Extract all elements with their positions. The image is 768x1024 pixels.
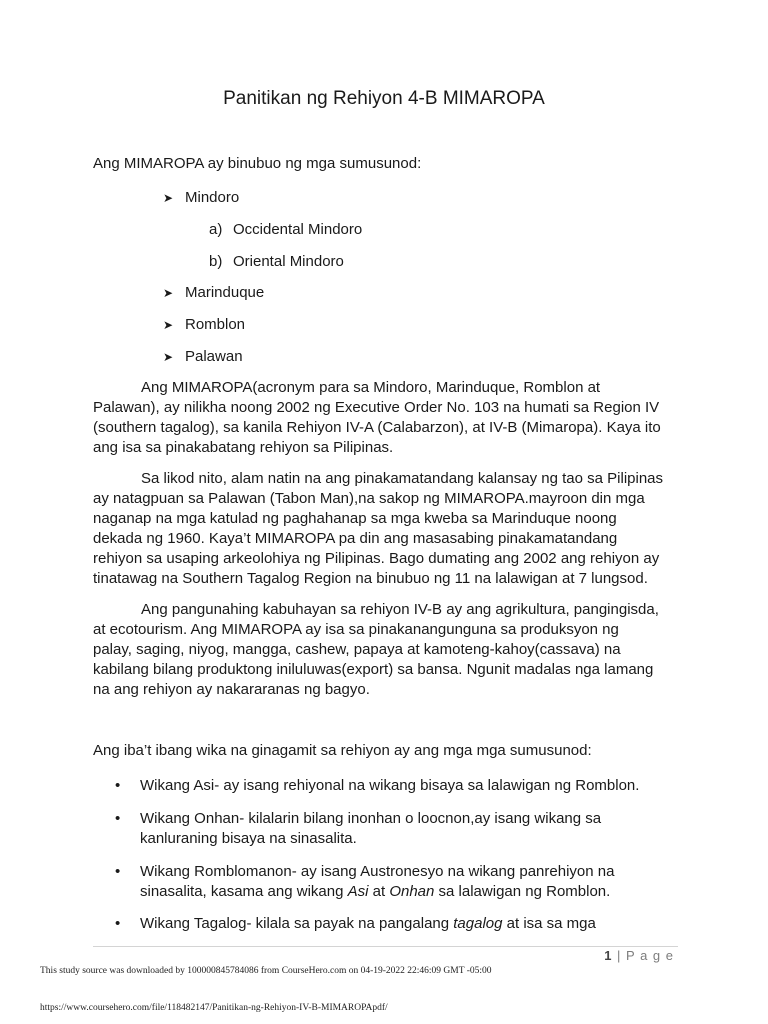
list-item-occidental-mindoro: a) Occidental Mindoro [209, 221, 363, 238]
paragraph-origin: Ang MIMAROPA(acronym para sa Mindoro, Marinduque, Romblon at Palawan), ay nilikha noong 2002 ng Executive Order No. 103 na humati sa Region IV (southern tagalog), sa kanila Rehiyon IV-A (Calabarzon), at IV-B (Mimaropa). Kaya ito ang isa sa pinakabatang rehiyon sa Pilipinas. [93, 379, 661, 456]
paragraph-history: Sa likod nito, alam natin na ang pinakamatandang kalansay ng tao sa Pilipinas ay natagpuan sa Palawan (Tabon Man),na sakop ng MIMAROPA.mayroon din mga naganap na mga katulad ng paghahanap sa mga kweba sa Marinduque noong dekada ng 1960. Kaya’t MIMAROPA pa din ang masasabing pinakamatandang rehiyon sa usaping arkeolohiya ng Pilipinas. Bago dumating ang 2002 ang rehiyon ay tinatawag na Southern Tagalog Region na binubuo ng 11 na lalawigan at 7 lungsod. [93, 470, 664, 587]
bullet-icon: • [115, 810, 121, 827]
list-item-palawan: ➤ Palawan [163, 348, 243, 365]
arrow-bullet-icon: ➤ [163, 286, 174, 300]
bullet-icon: • [115, 863, 121, 880]
paragraph-economy: Ang pangunahing kabuhayan sa rehiyon IV-B ay ang agrikultura, pangingisda, at ecotourism. Ang MIMAROPA ay isa sa pinakanangunguna sa produksyon ng palay, saging, niyog, mangga, cashew, papaya at kamoteng-kahoy(cassava) na kabilang bilang produktong iniluluwas(export) sa bansa. Ngunit madalas nga lamang na ang rehiyon ay nakararanas ng bagyo. [93, 601, 659, 698]
languages-intro: Ang iba’t ibang wika na ginagamit sa rehiyon ay ang mga mga sumusunod: [93, 742, 592, 759]
source-url[interactable]: https://www.coursehero.com/file/118482147/Panitikan-ng-Rehiyon-IV-B-MIMAROPApdf/ [40, 1003, 388, 1013]
bullet-icon: • [115, 915, 121, 932]
list-item-mindoro: ➤ Mindoro [163, 189, 240, 206]
bullet-icon: • [115, 777, 121, 794]
arrow-bullet-icon: ➤ [163, 191, 174, 205]
list-item-oriental-mindoro: b) Oriental Mindoro [209, 253, 344, 270]
download-notice: This study source was downloaded by 100000845784086 from CourseHero.com on 04-19-2022 22:46:09 GMT -05:00 [40, 966, 492, 976]
list-item-wikang-asi: • Wikang Asi- ay isang rehiyonal na wikang bisaya sa lalawigan ng Romblon. [115, 777, 640, 794]
arrow-bullet-icon: ➤ [163, 318, 174, 332]
footer-divider [93, 946, 678, 947]
list-item-romblon: ➤ Romblon [163, 316, 246, 333]
intro-line: Ang MIMAROPA ay binubuo ng mga sumusunod: [93, 155, 422, 172]
page-number: 1 | P a g e [604, 948, 674, 963]
arrow-bullet-icon: ➤ [163, 350, 174, 364]
list-item-wikang-romblomanon: • Wikang Romblomanon- ay isang Austronesyo na wikang panrehiyon na sinasalita, kasama ang wikang Asi at Onhan sa lalawigan ng Romblon. [115, 863, 615, 900]
page-title: Panitikan ng Rehiyon 4-B MIMAROPA [223, 88, 545, 109]
list-item-wikang-onhan: • Wikang Onhan- kilalarin bilang inonhan o loocnon,ay isang wikang sa kanluraning bisaya na sinasalita. [115, 810, 602, 847]
list-item-wikang-tagalog: • Wikang Tagalog- kilala sa payak na pangalang tagalog at isa sa mga [115, 915, 596, 932]
list-item-marinduque: ➤ Marinduque [163, 284, 265, 301]
